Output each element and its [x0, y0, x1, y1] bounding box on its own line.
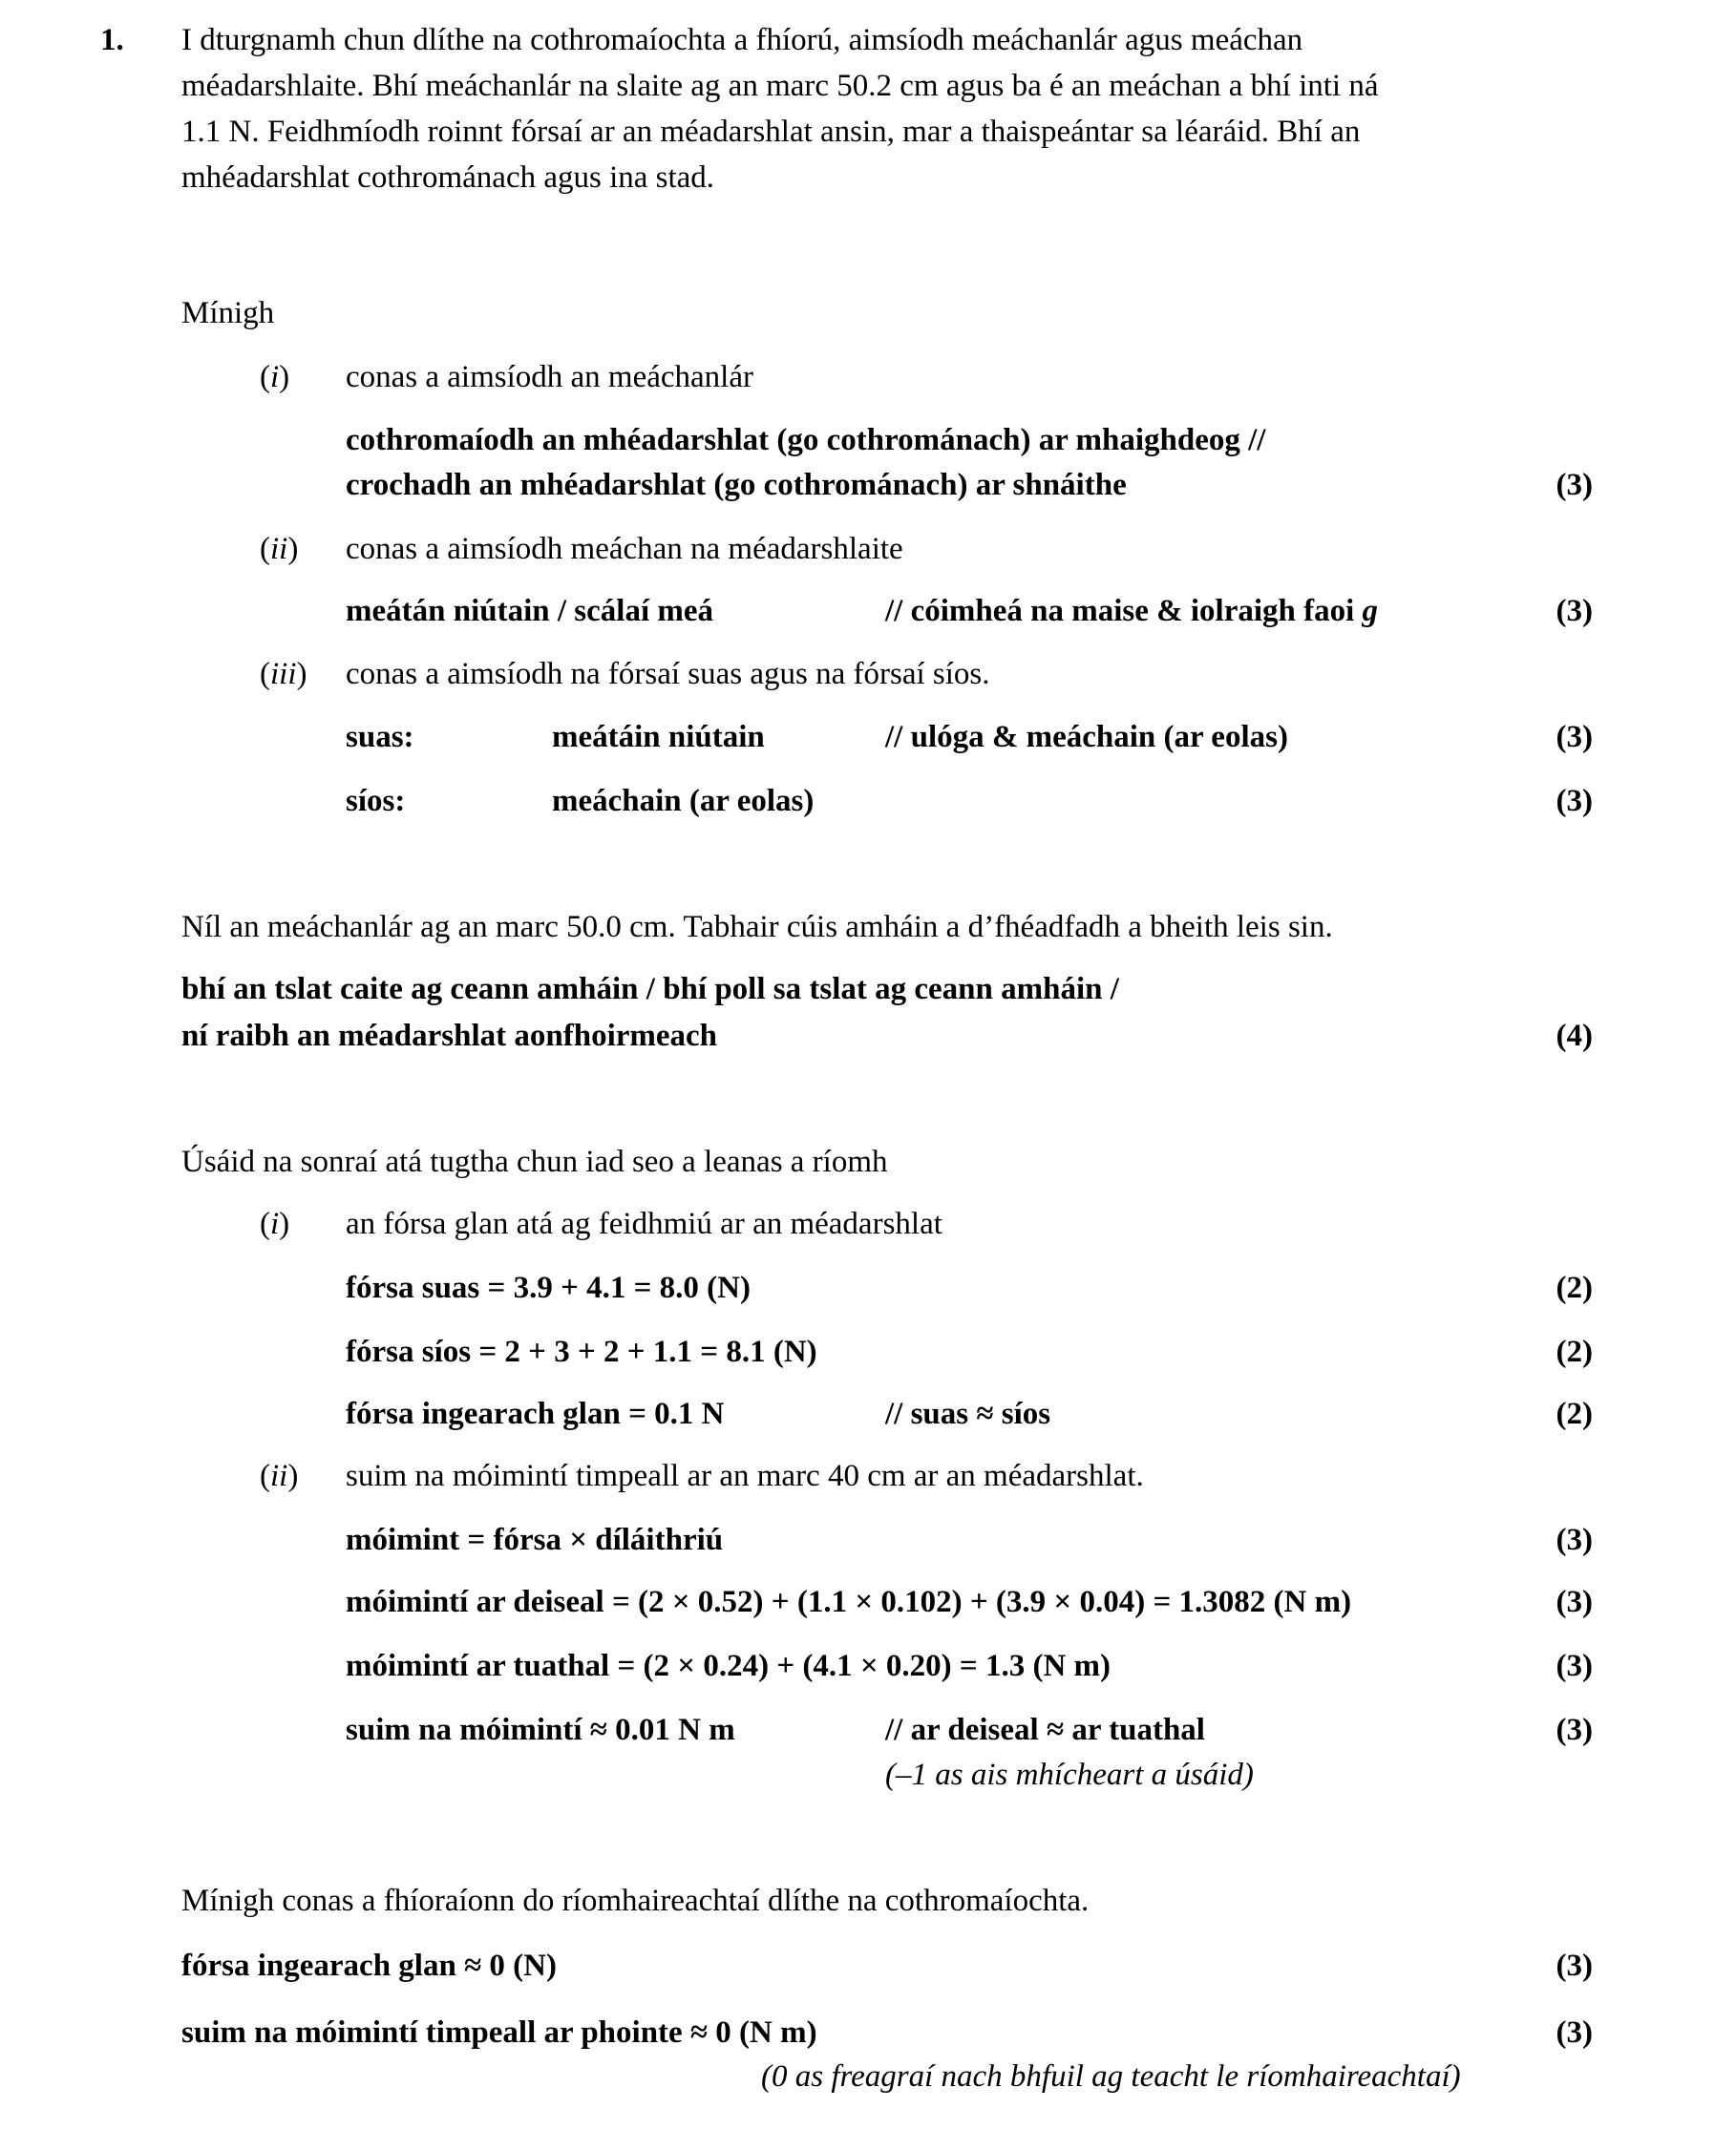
row-value: meátáin niútain — [552, 720, 765, 754]
stem-line: I dturgnamh chun dlíthe na cothromaíochta a fhíorú, aimsíodh meáchanlár agus meáchan — [181, 23, 1303, 57]
calc-line: fórsa suas = 3.9 + 4.1 = 8.0 (N) — [346, 1271, 751, 1305]
row-alternative: // ulóga & meáchain (ar eolas) — [885, 720, 1288, 754]
item-prompt: conas a aimsíodh meáchan na méadarshlaite — [346, 532, 903, 566]
part-d-prompt: Mínigh conas a fhíoraíonn do ríomhaireachtaí dlíthe na cothromaíochta. — [181, 1884, 1090, 1918]
item-prompt: suim na móimintí timpeall ar an marc 40 cm ar an méadarshlat. — [346, 1459, 1144, 1493]
item-label: (i) — [260, 1207, 290, 1241]
row-value: meáchain (ar eolas) — [552, 784, 815, 818]
stem-line: 1.1 N. Feidhmíodh roinnt fórsaí ar an méadarshlat ansin, mar a thaispeántar sa léaráid. Bhí an — [181, 115, 1361, 149]
mark-value: (3) — [1556, 1585, 1593, 1619]
marking-note: (0 as freagraí nach bhfuil ag teacht le ríomhaireachtaí) — [761, 2059, 1461, 2094]
answer-line: bhí an tslat caite ag ceann amháin / bhí poll sa tslat ag ceann amháin / — [181, 972, 1119, 1006]
calc-line: móimintí ar tuathal = (2 × 0.24) + (4.1 × 0.20) = 1.3 (N m) — [346, 1649, 1111, 1683]
mark-value: (3) — [1556, 1649, 1593, 1683]
calc-line: móimintí ar deiseal = (2 × 0.52) + (1.1 × 0.102) + (3.9 × 0.04) = 1.3082 (N m) — [346, 1585, 1352, 1619]
calc-line: fórsa ingearach glan = 0.1 N — [346, 1397, 725, 1431]
item-prompt: conas a aimsíodh na fórsaí suas agus na fórsaí síos. — [346, 657, 990, 691]
mark-value: (4) — [1556, 1019, 1593, 1053]
item-prompt: an fórsa glan atá ag feidhmiú ar an méadarshlat — [346, 1207, 942, 1241]
stem-line: mhéadarshlat cothrománach agus ina stad. — [181, 160, 715, 195]
question-number: 1. — [100, 23, 124, 57]
calc-line: suim na móimintí ≈ 0.01 N m — [346, 1713, 735, 1747]
row-key: suas: — [346, 720, 414, 754]
mark-value: (2) — [1556, 1335, 1593, 1369]
item-prompt: conas a aimsíodh an meáchanlár — [346, 360, 753, 394]
mark-value: (2) — [1556, 1271, 1593, 1305]
mark-value: (3) — [1556, 594, 1593, 628]
item-label: (ii) — [260, 1459, 299, 1493]
calc-line: móimint = fórsa × díláithriú — [346, 1523, 724, 1557]
part-a-heading: Mínigh — [181, 296, 275, 330]
stem-line: méadarshlaite. Bhí meáchanlár na slaite ag an marc 50.2 cm agus ba é an meáchan a bhí inti ná — [181, 69, 1379, 103]
item-label: (i) — [260, 360, 290, 394]
mark-value: (3) — [1556, 468, 1593, 502]
mark-value: (3) — [1556, 2015, 1593, 2050]
answer-line: suim na móimintí timpeall ar phointe ≈ 0 (N m) — [181, 2015, 817, 2050]
calc-line: fórsa síos = 2 + 3 + 2 + 1.1 = 8.1 (N) — [346, 1335, 817, 1369]
item-label: (iii) — [260, 657, 307, 691]
part-b-prompt: Níl an meáchanlár ag an marc 50.0 cm. Tabhair cúis amháin a d’fhéadfadh a bheith leis sin. — [181, 910, 1333, 944]
answer-line: cothromaíodh an mhéadarshlat (go cothrománach) ar mhaighdeog // — [346, 423, 1266, 457]
mark-value: (3) — [1556, 1713, 1593, 1747]
row-key: síos: — [346, 784, 406, 818]
answer-line: ní raibh an méadarshlat aonfhoirmeach — [181, 1019, 718, 1053]
answer-line: fórsa ingearach glan ≈ 0 (N) — [181, 1949, 557, 1983]
answer-alternative: // cóimheá na maise & iolraigh faoi g — [885, 594, 1379, 628]
marking-note: (–1 as ais mhícheart a úsáid) — [885, 1758, 1254, 1792]
mark-value: (3) — [1556, 1523, 1593, 1557]
answer-main: meátán niútain / scálaí meá — [346, 594, 713, 628]
mark-value: (3) — [1556, 720, 1593, 754]
answer-line: crochadh an mhéadarshlat (go cothrománach) ar shnáithe — [346, 468, 1127, 502]
part-c-prompt: Úsáid na sonraí atá tugtha chun iad seo a leanas a ríomh — [181, 1145, 888, 1179]
mark-value: (3) — [1556, 784, 1593, 818]
mark-value: (3) — [1556, 1949, 1593, 1983]
calc-alternative: // ar deiseal ≈ ar tuathal — [885, 1713, 1205, 1747]
calc-alternative: // suas ≈ síos — [885, 1397, 1051, 1431]
item-label: (ii) — [260, 532, 299, 566]
mark-value: (2) — [1556, 1397, 1593, 1431]
